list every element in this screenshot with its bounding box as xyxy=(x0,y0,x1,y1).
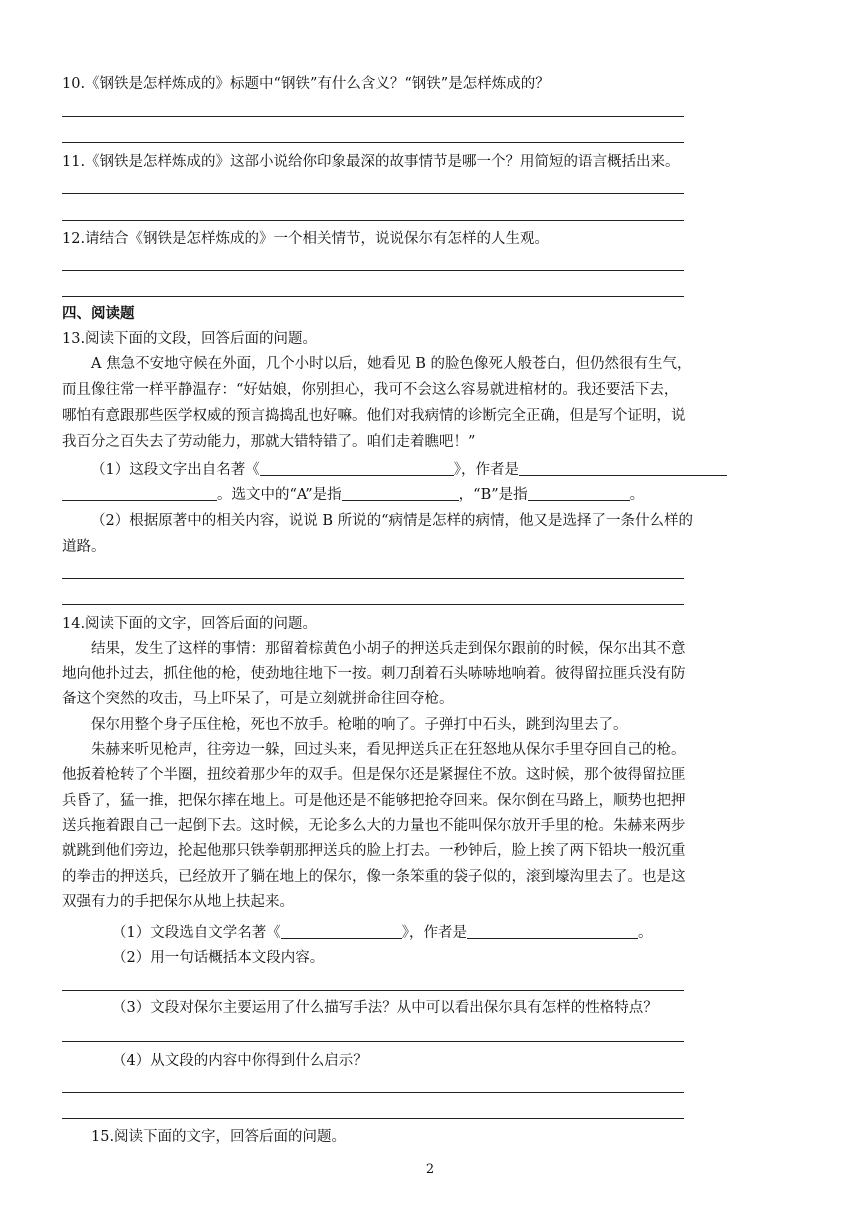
question-13-sub1 xyxy=(91,460,727,480)
blank-book-title[interactable] xyxy=(281,924,402,939)
passage-line: 他扳着枪转了个半圈，扭绞着那少年的双手。但是保尔还是紧握住不放。这时候，那个彼得留拉匪 xyxy=(62,767,686,783)
question-14-sub3: （3）文段对保尔主要运用了什么描写手法？从中可以看出保尔具有怎样的性格特点？ xyxy=(112,1000,658,1016)
section-title: 四、阅读题 xyxy=(62,306,135,322)
question-13-sub1-cont xyxy=(62,485,644,505)
text: 》，作者是 xyxy=(401,925,467,941)
text: 。 xyxy=(637,925,653,941)
passage-line: 的拳击的押送兵，已经放开了躺在地上的保尔，像一条笨重的袋子似的，滚到壕沟里去了。也是这 xyxy=(62,869,686,885)
passage-line: 结果，发生了这样的事情：那留着棕黄色小胡子的押送兵走到保尔跟前的时候，保尔出其不意 xyxy=(91,641,686,657)
question-13-intro: 13.阅读下面的文段，回答后面的问题。 xyxy=(62,331,318,347)
passage-line: 兵昏了，猛一推，把保尔摔在地上。可是他还是不能够把抢夺回来。保尔倒在马路上，顺势也把押 xyxy=(62,793,686,809)
passage-line: 保尔用整个身子压住枪，死也不放手。枪啪的响了。子弹打中石头，跳到沟里去了。 xyxy=(91,717,628,733)
answer-line[interactable] xyxy=(62,296,684,297)
page-number: 2 xyxy=(425,1162,435,1177)
text: ，“B”是指 xyxy=(458,487,528,503)
question-14-sub1 xyxy=(112,923,652,943)
answer-line[interactable] xyxy=(62,1092,684,1093)
passage-line: 我百分之百失去了劳动能力，那就大错特错了。咱们走着瞧吧！” xyxy=(62,434,476,450)
passage-line: A 焦急不安地守候在外面，几个小时以后，她看见 B 的脸色像死人般苍白，但仍然很有生气， xyxy=(91,356,692,372)
passage-line: 而且像往常一样平静温存：“好姑娘，你别担心，我可不会这么容易就进棺材的。我还要活下去， xyxy=(62,382,679,398)
answer-line[interactable] xyxy=(62,270,684,271)
text: （1）文段选自文学名著《 xyxy=(112,925,281,941)
passage-line: 备这个突然的攻击，马上吓呆了，可是立刻就拼命往回夺枪。 xyxy=(62,691,454,707)
passage-line: 送兵拖着跟自己一起倒下去。这时候，无论多么大的力量也不能叫保尔放开手里的枪。朱赫来两步 xyxy=(62,818,686,834)
question-13-sub2-cont: 道路。 xyxy=(62,539,106,555)
answer-line[interactable] xyxy=(62,116,684,117)
question-14-sub2: （2）用一句话概括本文段内容。 xyxy=(112,950,325,966)
answer-line[interactable] xyxy=(62,1118,684,1119)
blank-b-refers[interactable] xyxy=(528,486,630,501)
answer-line[interactable] xyxy=(62,1041,684,1042)
text: 。 xyxy=(629,487,645,503)
text: 》，作者是 xyxy=(453,462,519,478)
blank-author[interactable] xyxy=(519,461,727,476)
passage-line: 哪怕有意跟那些医学权威的预言捣捣乱也好嘛。他们对我病情的诊断完全正确，但是写个证明，说 xyxy=(62,408,686,424)
passage-line: 双强有力的手把保尔从地上扶起来。 xyxy=(62,894,294,910)
answer-line[interactable] xyxy=(62,578,684,579)
question-10: 10.《钢铁是怎样炼成的》标题中“钢铁”有什么含义？“钢铁”是怎样炼成的？ xyxy=(62,76,550,92)
text: （1）这段文字出自名著《 xyxy=(91,462,260,478)
text: 。选文中的“A”是指 xyxy=(217,487,342,503)
passage-line: 就跳到他们旁边，抡起他那只铁拳朝那押送兵的脸上打去。一秒钟后，脸上挨了两下铅块一般沉重 xyxy=(62,843,686,859)
answer-line[interactable] xyxy=(62,220,684,221)
question-11: 11.《钢铁是怎样炼成的》这部小说给你印象最深的故事情节是哪一个？用简短的语言概括出来。 xyxy=(62,154,680,170)
question-12: 12.请结合《钢铁是怎样炼成的》一个相关情节，说说保尔有怎样的人生观。 xyxy=(62,231,550,247)
blank-a-refers[interactable] xyxy=(342,486,459,501)
blank-book-title[interactable] xyxy=(260,461,454,476)
answer-line[interactable] xyxy=(62,142,684,143)
blank-author[interactable] xyxy=(467,924,638,939)
answer-line[interactable] xyxy=(62,604,684,605)
passage-line: 地向他扑过去，抓住他的枪，使劲地往地下一按。刺刀刮着石头哧哧地响着。彼得留拉匪兵没有防 xyxy=(62,666,686,682)
question-14-intro: 14.阅读下面的文字，回答后面的问题。 xyxy=(62,616,318,632)
question-15-intro: 15.阅读下面的文字，回答后面的问题。 xyxy=(91,1129,347,1145)
question-14-sub4: （4）从文段的内容中你得到什么启示？ xyxy=(112,1053,368,1069)
answer-line[interactable] xyxy=(62,193,684,194)
blank-author-cont[interactable] xyxy=(62,486,217,501)
question-13-sub2: （2）根据原著中的相关内容，说说 B 所说的“病情是怎样的病情，他又是选择了一条什么样的 xyxy=(91,513,694,529)
answer-line[interactable] xyxy=(62,990,684,991)
passage-line: 朱赫来听见枪声，往旁边一躲，回过头来，看见押送兵正在狂怒地从保尔手里夺回自己的枪。 xyxy=(91,742,686,758)
